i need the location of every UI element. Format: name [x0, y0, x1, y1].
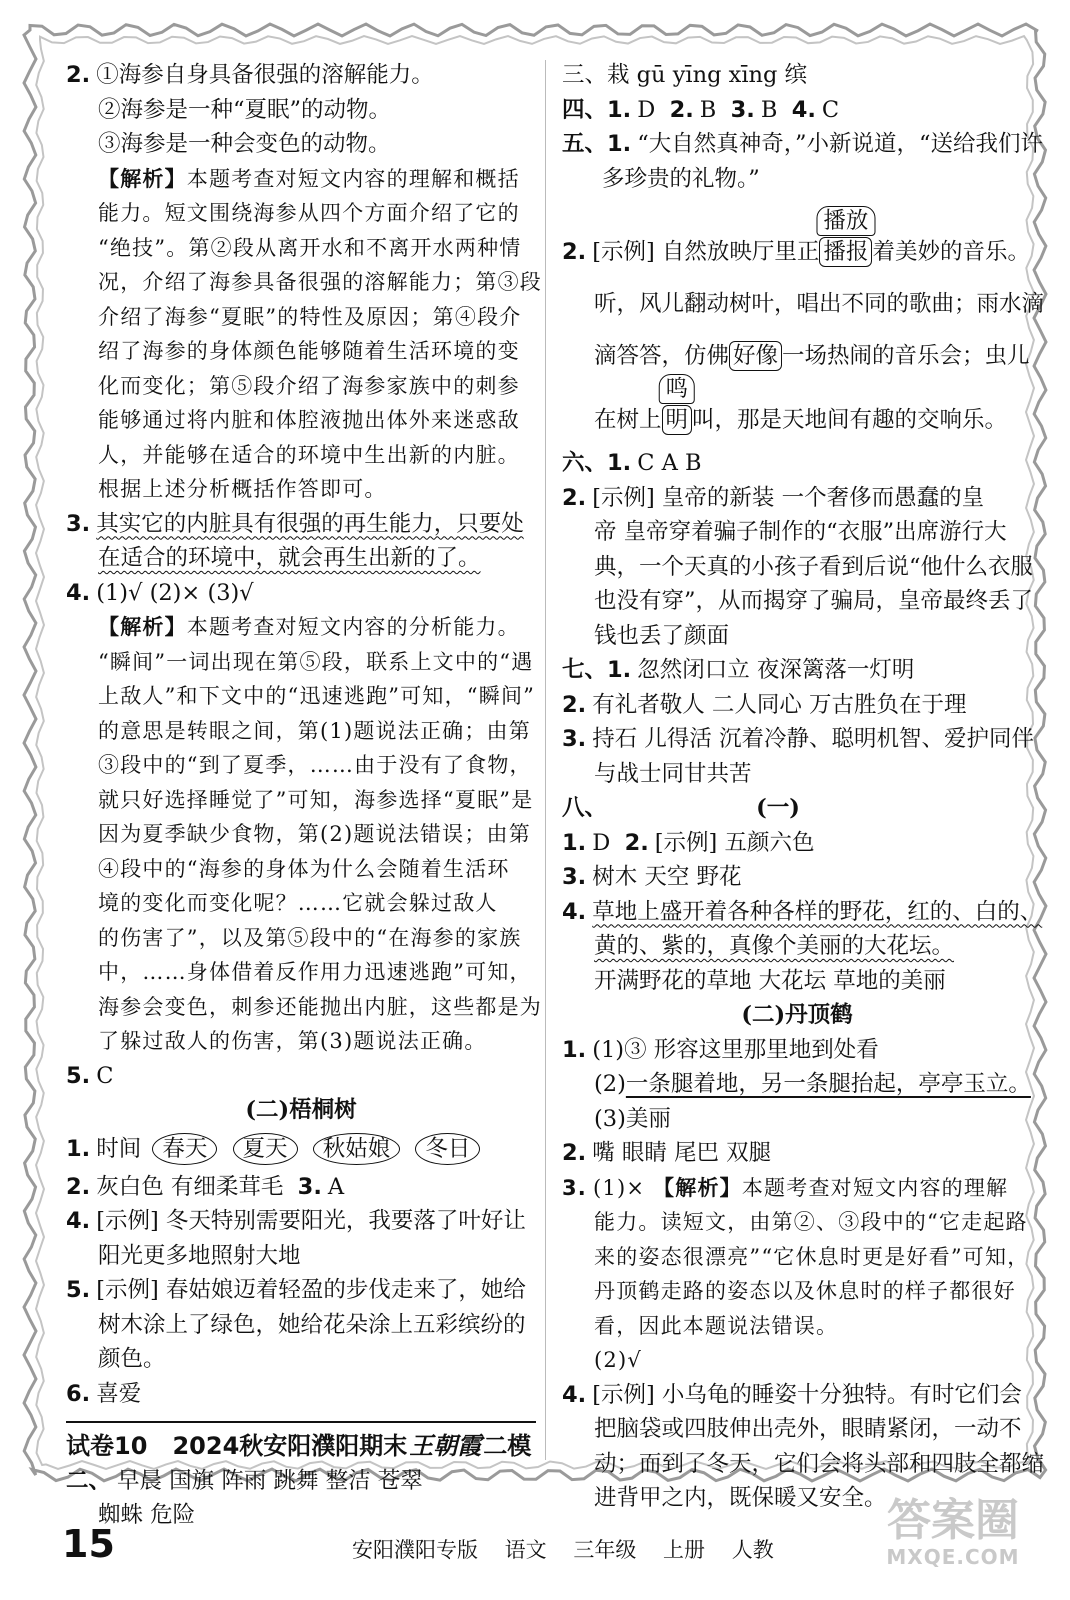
- section-title-wutong: (二)梧桐树: [245, 1097, 357, 1123]
- wutong-q2-q3: 2. 灰白色 有细柔茸毛 3. A: [66, 1173, 345, 1200]
- left-column: [66, 58, 542, 1533]
- oval-answer: 秋姑娘: [313, 1133, 401, 1165]
- watermark-logo: 答案圈 MXQE.COM: [886, 1495, 1020, 1569]
- q2-line-2: ②海参是一种“夏眠”的动物。: [98, 96, 392, 123]
- sec8-q4: 4. 草地上盛开着各种各样的野花，红的、白的、 黄的、紫的，真像个美丽的大花坛。 开满野花的草地 大花坛 草地的美丽: [562, 898, 1043, 994]
- wutong-q6: 6. 喜爱: [66, 1380, 142, 1407]
- oval-answer: 春天: [152, 1133, 217, 1165]
- sec5-q2-corrections: 2. [示例] 自然放映厅里正 播报 播放 着美妙的音乐。 听，风儿翻动树叶，唱出不同的歌曲；雨水滴 滴答答，仿佛 好像 一场热闹的音乐会；虫儿 在树上 明 鸣 叫，那是天地间有趣的交响乐。: [562, 208, 1045, 433]
- crane-q3: 3. (1)× 【解析】本题考查对短文内容的理解 能力。读短文，由第②、③段中的“它走起路 来的姿态很漂亮”“它休息时更是好看”可知， 丹顶鹤走路的姿态以及休息时的样子都很好 看，因此本题说法错误。 (2)√: [562, 1174, 1030, 1372]
- deleted-word: 好像: [729, 341, 782, 371]
- corrected-word: 播报 播放: [819, 237, 872, 267]
- sec5-q1: 五、1. “大自然真神奇，”小新说道，“送给我们许 多珍贵的礼物。”: [562, 131, 1043, 192]
- q2-line-3: ③海参是一种会变色的动物。: [98, 131, 391, 157]
- q2-block: 2. ①海参自身具备很强的溶解能力。 ②海参是一种“夏眠”的动物。 ③海参是一种会变色的动物。: [66, 58, 536, 162]
- corrected-word: 明 鸣: [662, 405, 693, 435]
- page-number: 15: [62, 1522, 115, 1566]
- sec6-q1: 六、1. C A B: [562, 450, 702, 476]
- q5-answer: 5. C: [66, 1062, 114, 1089]
- correction-mark: 鸣: [659, 374, 696, 404]
- wutong-q4: 4. [示例] 冬天特别需要阳光，我要落了叶好让 阳光更多地照射大地: [66, 1208, 526, 1269]
- sec7-q3: 3. 持石 儿得活 沉着冷静、聪明机智、爱护同伴 与战士同甘共苦: [562, 726, 1035, 787]
- column-divider: [545, 60, 546, 1460]
- sec4-answer: 四、1. D 2. B 3. B 4. C: [562, 96, 840, 123]
- q4-answer: 4. (1)√ (2)× (3)√: [66, 579, 254, 606]
- sec8-heading: 八、 (一): [562, 795, 800, 821]
- analysis-1: 【解析】本题考查对短文内容的理解和概括 能力。短文围绕海参从四个方面介绍了它的 “绝技”。第②段从离开水和不离开水两种情 况，介绍了海参具备很强的溶解能力；第③段 介绍了海参“夏眠”的特性及原因；第④段介 绍了海参的身体颜色能够随着生活环境的变 化而变化；第⑤段介绍了海参家族中的刺参 能够通过将内脏和体腔液抛出体外来迷惑敌 人，并能够在适合的环境中生出新的内脏。 根据上述分析概括作答即可。: [98, 165, 542, 501]
- sec8-q3: 3. 树木 天空 野花: [562, 864, 742, 890]
- footer-edition: 安阳濮阳专版 语文 三年级 上册 人教: [352, 1538, 774, 1562]
- wutong-q5: 5. [示例] 春姑娘迈着轻盈的步伐走来了，她给 树木涂上了绿色，她给花朵涂上五彩缤纷的 颜色。: [66, 1277, 526, 1372]
- sec7-q1: 七、1. 忽然闭口立 夜深篱落一灯明: [562, 657, 915, 683]
- oval-answer: 冬日: [415, 1133, 480, 1165]
- oval-answer: 夏天: [233, 1133, 298, 1165]
- correction-mark: 播放: [816, 206, 875, 236]
- section-title-crane: (二)丹顶鹤: [741, 1002, 853, 1028]
- crane-q4: 4. [示例] 小乌龟的睡姿十分独特。有时它们会 把脑袋或四肢伸出壳外，眼睛紧闭，一动不 动；而到了冬天，它们会将头部和四肢全都缩 进背甲之内，既保暖又安全。: [562, 1381, 1045, 1511]
- wutong-q1: 1. 时间 春天 夏天 秋姑娘 冬日: [66, 1128, 536, 1170]
- right-column: [562, 58, 1045, 1516]
- sec8-q1-q2: 1. D 2. [示例] 五颜六色: [562, 829, 815, 856]
- analysis-tag: 【解析】: [98, 165, 187, 191]
- sec3-answer: 三、栽 gū yīng xīng 缤: [562, 62, 808, 88]
- q2-line-1: ①海参自身具备很强的溶解能力。: [96, 62, 434, 88]
- crane-q1: 1. (1)③ 形容这里那里地到处看 (2)一条腿着地，另一条腿抬起，亭亭玉立。 (3)美丽: [562, 1036, 1031, 1132]
- paper-10-title: 试卷10 2024秋安阳濮阳期末王朝霞二模: [66, 1421, 536, 1464]
- q3-block: 3. 其实它的内脏具有很强的再生能力，只要处 在适合的环境中，就会再生出新的了。: [66, 510, 524, 571]
- sec6-q2: 2. [示例] 皇帝的新装 一个奢侈而愚蠢的皇 帝 皇帝穿着骗子制作的“衣服”出席游行大 典，一个天真的小孩子看到后说“他什么衣服 也没有穿”，从而揭穿了骗局，皇帝最终丢了 钱也丢了颜面: [562, 484, 1034, 649]
- paper-10-q2: 二、 早晨 国旗 阵雨 跳舞 整洁 苍翠 蜘蛛 危险: [66, 1467, 423, 1528]
- brand-logo: 王朝霞: [409, 1431, 482, 1460]
- sec7-q2: 2. 有礼者敬人 二人同心 万古胜负在于理: [562, 691, 967, 718]
- analysis-2: 【解析】本题考查对短文内容的分析能力。 “瞬间”一词出现在第⑤段，联系上文中的“遇 上敌人”和下文中的“迅速逃跑”可知，“瞬间” 的意思是转眼之间，第(1)题说法正确；由第 ③段中的“到了夏季，……由于没有了食物， 就只好选择睡觉了”可知，海参选择“夏眠”是 因为夏季缺少食物，第(2)题说法错误；由第 ④段中的“海参的身体为什么会随着生活环 境的变化而变化呢？……它就会躲过敌人 的伤害了”，以及第⑤段中的“在海参的家族 中，……身体借着反作用力迅速逃跑”可知， 海参会变色，刺参还能抛出内脏，这些都是为 了躲过敌人的伤害，第(3)题说法正确。: [98, 614, 542, 1053]
- crane-q2: 2. 嘴 眼睛 尾巴 双腿: [562, 1140, 772, 1166]
